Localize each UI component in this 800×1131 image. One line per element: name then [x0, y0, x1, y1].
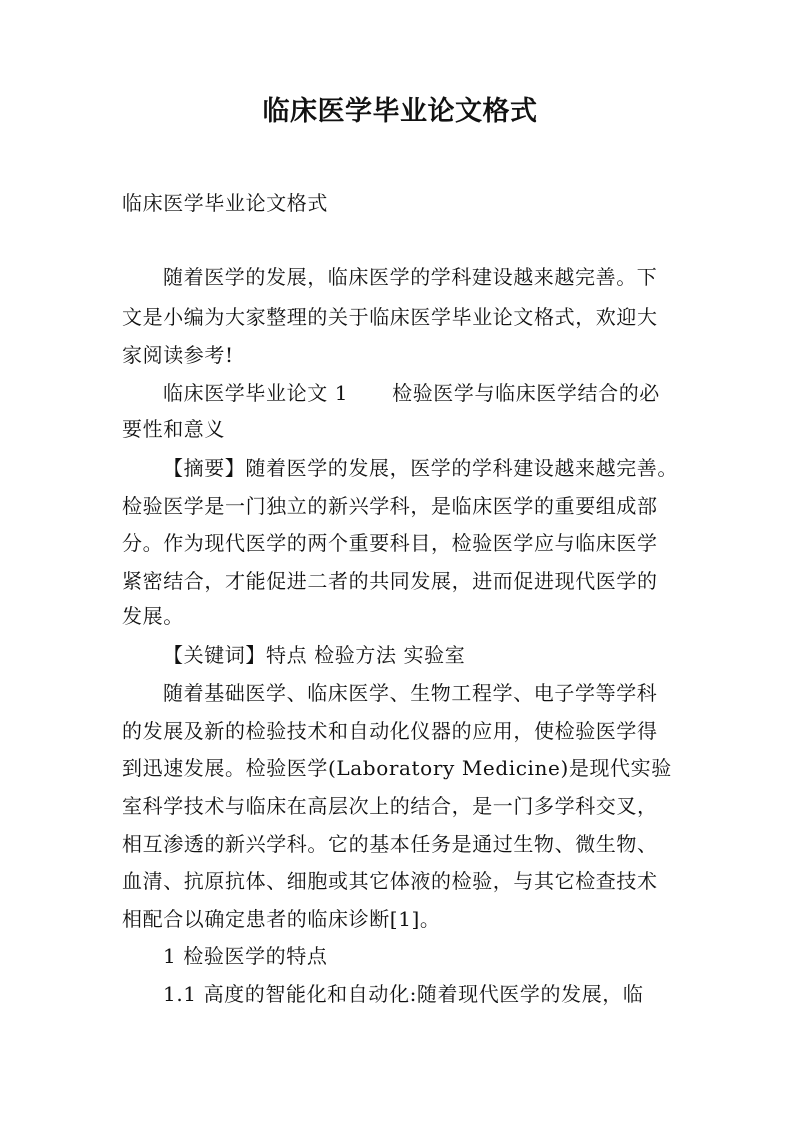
paragraph-line: 到迅速发展。检验医学(Laboratory Medicine)是现代实验 [122, 756, 672, 780]
keywords-line: 【关键词】特点 检验方法 实验室 [163, 643, 466, 667]
paragraph-line: 紧密结合，才能促进二者的共同发展，进而促进现代医学的 [122, 569, 658, 593]
document-title: 临床医学毕业论文格式 [262, 96, 538, 127]
paragraph-line: 文是小编为大家整理的关于临床医学毕业论文格式，欢迎大 [122, 305, 658, 329]
paragraph-line: 分。作为现代医学的两个重要科目，检验医学应与临床医学 [122, 531, 658, 555]
section-heading: 1 检验医学的特点 [163, 944, 328, 968]
paragraph-line: 的发展及新的检验技术和自动化仪器的应用，使检验医学得 [122, 719, 658, 743]
paragraph-line: 血清、抗原抗体、细胞或其它体液的检验，与其它检查技术 [122, 869, 658, 893]
paragraph-line: 要性和意义 [122, 417, 225, 441]
paragraph-line: 家阅读参考! [122, 343, 234, 367]
section-heading-line [163, 378, 733, 408]
paragraph-line: 随着医学的发展，临床医学的学科建设越来越完善。下 [163, 265, 658, 289]
paragraph-line: 相配合以确定患者的临床诊断[1]。 [122, 907, 441, 931]
subsection-line: 1.1 高度的智能化和自动化:随着现代医学的发展，临 [163, 982, 644, 1006]
paragraph-line: 室科学技术与临床在高层次上的结合，是一门多学科交叉， [122, 794, 658, 818]
section-heading-right: 检验医学与临床医学结合的必 [392, 381, 660, 405]
paragraph-line: 相互渗透的新兴学科。它的基本任务是通过生物、微生物、 [122, 832, 658, 856]
paragraph-line: 发展。 [122, 604, 184, 628]
section-heading-left: 临床医学毕业论文 1 [163, 381, 349, 405]
document-subtitle: 临床医学毕业论文格式 [122, 191, 328, 215]
paragraph-line: 检验医学是一门独立的新兴学科，是临床医学的重要组成部 [122, 494, 658, 518]
abstract-line: 【摘要】随着医学的发展，医学的学科建设越来越完善。 [163, 456, 678, 480]
paragraph-line: 随着基础医学、临床医学、生物工程学、电子学等学科 [163, 681, 658, 705]
